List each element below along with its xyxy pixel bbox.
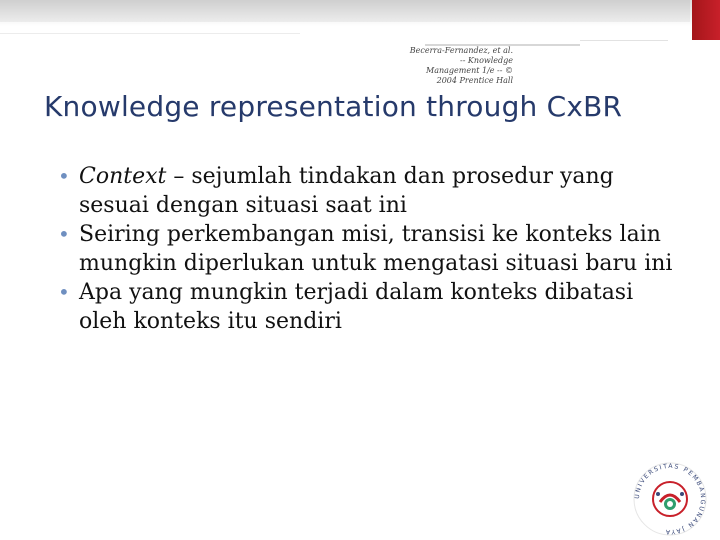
bullet-item [58,278,678,336]
decor-line [580,40,668,41]
decor-line [0,33,300,34]
citation-line: Becerra-Fernandez, et al. [409,46,513,55]
bullet-list [58,162,678,336]
top-decor-shade [0,0,690,22]
bullet-dot-icon: • [58,222,70,246]
bullet-dot-icon: • [58,280,70,304]
university-logo-icon [628,458,712,540]
red-accent-bar [692,0,720,40]
bullet-text: Apa yang mungkin terjadi dalam konteks dibatasi oleh konteks itu sendiri [79,280,634,334]
bullet-dot-icon: • [58,164,70,188]
bullet-item [58,162,678,220]
logo-ring-text: UNIVERSITAS PEMBANGUNAN JAYA [633,462,707,536]
bullet-text: – sejumlah tindakan dan prosedur yang sesuai dengan situasi saat ini [79,164,614,218]
bullet-term: Context [79,164,167,189]
citation-line: -- Knowledge [459,56,513,65]
citation [405,46,513,86]
bullet-text: Seiring perkembangan misi, transisi ke konteks lain mungkin diperlukan untuk mengatasi situasi baru ini [79,222,673,276]
citation-line: Management 1/e -- © [426,66,513,75]
slide-title: Knowledge representation through CxBR [44,90,623,123]
bullet-item [58,220,678,278]
citation-line: 2004 Prentice Hall [436,76,513,85]
